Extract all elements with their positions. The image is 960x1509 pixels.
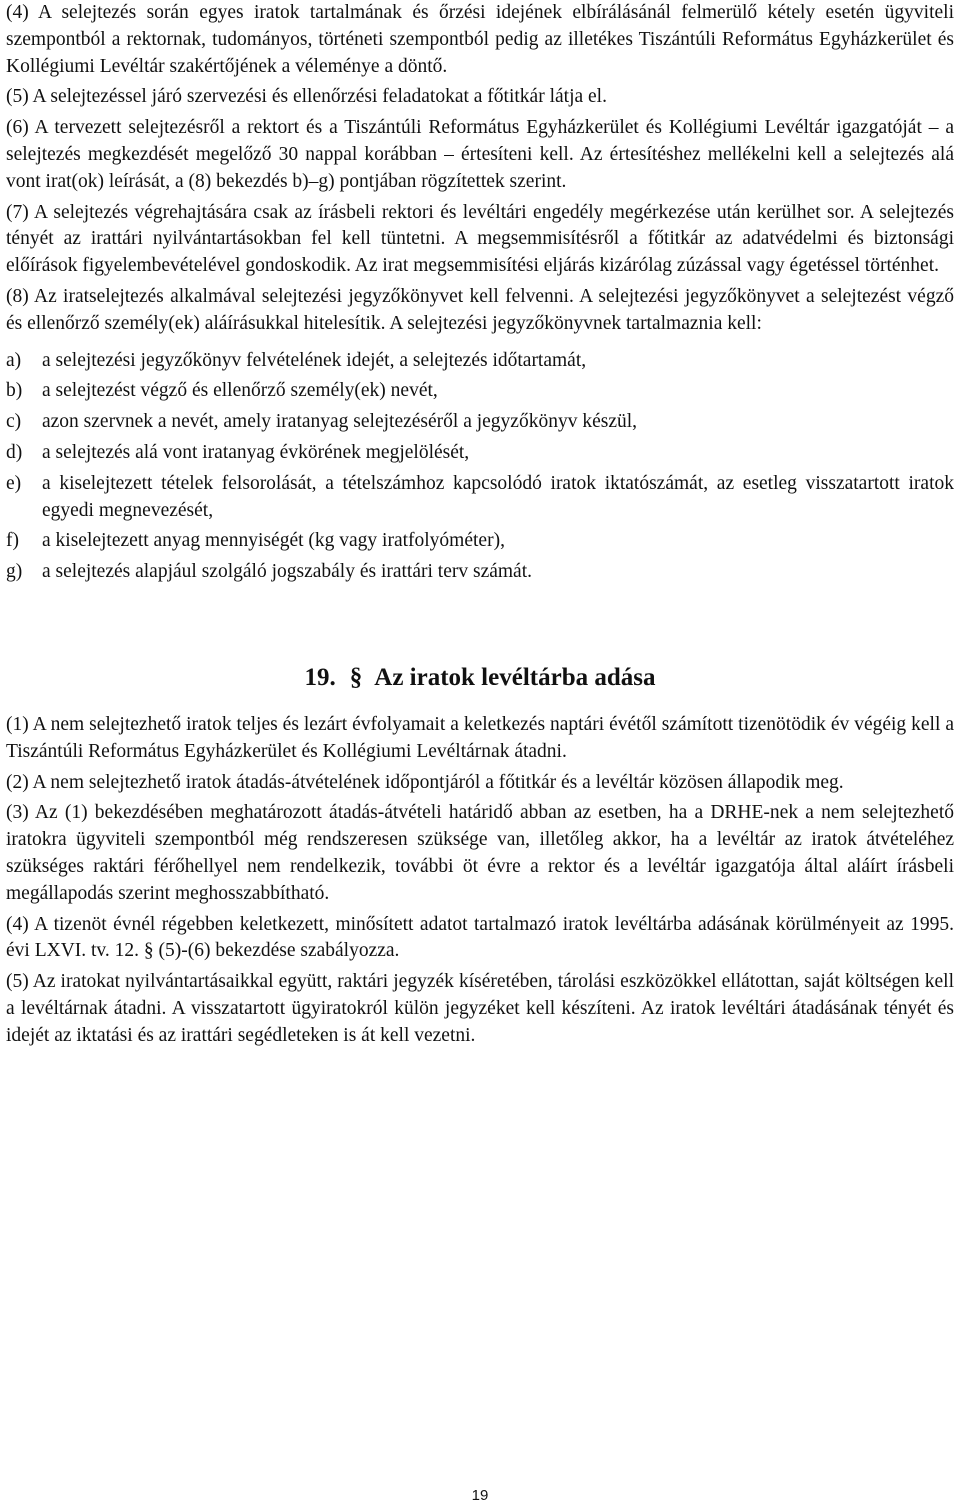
page-number: 19 <box>471 1487 489 1504</box>
list-item <box>6 440 954 467</box>
list-text: a kiselejtezett tételek felsorolását, a tételszámhoz kapcsolódó iratok iktatószámát, az esetleg visszatartott iratok egyedi megnevezését, <box>42 472 954 521</box>
list-text: a selejtezés alapjául szolgáló jogszabály és irattári terv számát. <box>42 561 532 583</box>
jegyzokonyv-content-list <box>6 348 954 586</box>
list-text: a selejtezés alá vont iratanyag évkörének megjelölését, <box>42 441 470 463</box>
list-marker: d) <box>6 441 23 463</box>
paragraph-4-minositett-iratok: (4) A tizenöt évnél régebben keletkezett, minősített adatot tartalmazó iratok levéltárba adásának körülményeit az 1995. évi LXVI. tv. 12. § (5)-(6) bekezdése szabályozza. <box>6 913 954 962</box>
list-text: a kiselejtezett anyag mennyiségét (kg vagy iratfolyóméter), <box>42 530 505 552</box>
list-marker: c) <box>6 411 22 433</box>
list-item <box>6 471 954 525</box>
section-sign: § <box>349 663 363 691</box>
list-item <box>6 559 954 586</box>
list-marker: a) <box>6 349 22 371</box>
paragraph-5-szervezesi-feladatok: (5) A selejtezéssel járó szervezési és ellenőrzési feladatokat a főtitkár látja el. <box>6 86 607 108</box>
list-marker: e) <box>6 472 22 494</box>
paragraph-1-atadasi-hatarido: (1) A nem selejtezhető iratok teljes és lezárt évfolyamait a keletkezés naptári évétől számított tizenötödik év végéig kell a Tiszántúli Református Egyházkerület és Kollégiumi Levéltárnak átadni. <box>6 713 954 762</box>
list-item <box>6 409 954 436</box>
list-text: azon szervnek a nevét, amely iratanyag selejtezéséről a jegyzőkönyv készül, <box>42 411 638 433</box>
list-text: a selejtezési jegyzőkönyv felvételének idejét, a selejtezés időtartamát, <box>42 349 587 371</box>
paragraph-5-nyilvantartas-atadas: (5) Az iratokat nyilvántartásaikkal együtt, raktári jegyzék kíséretében, tárolási eszközökkel ellátottan, saját költségen kell a levéltárnak átadni. A visszatartott ügyiratokról külön jegyzéket kell készíteni. Az iratok levéltári átadásának tényét és idejét az iktatási és az irattári segédleteken is át kell vezetni. <box>6 971 954 1046</box>
list-item <box>6 528 954 555</box>
paragraph-2-atadas-idopont: (2) A nem selejtezhető iratok átadás-átvételének időpontjáról a főtitkár és a levéltár közösen állapodik meg. <box>6 771 844 793</box>
document-page <box>6 0 954 1054</box>
paragraph-3-hatarido-hosszabbitas: (3) Az (1) bekezdésében meghatározott átadás-átvételi határidő abban az esetben, ha a DRHE-nek a nem selejtezhető iratokra ügyviteli szempontból még rendszeresen szüksége van, illetőleg akkor, ha a levéltár az iratok átvételéhez szükséges raktári férőhellyel nem rendelkezik, további öt évre a rektor és a levéltár igazgatója által aláírt írásbeli megállapodás szerint meghosszabbítható. <box>6 802 954 904</box>
list-item <box>6 348 954 375</box>
section-number: 19. <box>304 663 336 691</box>
list-item <box>6 378 954 405</box>
paragraph-8-jegyzokonyv: (8) Az iratselejtezés alkalmával selejtezési jegyzőkönyvet kell felvenni. A selejtezési jegyzőkönyvet a selejtezést végző és ellenőrző személy(ek) aláírásukkal hitelesítik. A selejtezési jegyzőkönyvnek tartalmaznia kell: <box>6 285 954 334</box>
paragraph-4-selejtezes-ketely: (4) A selejtezés során egyes iratok tartalmának és őrzési idejének elbírálásánál felmerülő kétely esetén ügyviteli szempontból a rektornak, tudományos, történeti szempontból pedig az illetékes Tiszántúli Református Egyházkerület és Kollégiumi Levéltár szakértőjének a véleménye a döntő. <box>6 2 954 77</box>
paragraph-7-vegrehajtas: (7) A selejtezés végrehajtására csak az írásbeli rektori és levéltári engedély megérkezése után kerülhet sor. A selejtezés tényét az irattári nyilvántartásokban fel kell tüntetni. A megsemmisítésről a főtitkár az adatvédelmi és biztonsági előírások figyelembevételével gondoskodik. Az irat megsemmisítési eljárás kizárólag zúzással vagy égetéssel történhet. <box>6 201 954 277</box>
section-title: Az iratok levéltárba adása <box>374 663 656 691</box>
section-heading <box>6 662 954 694</box>
list-text: a selejtezést végző és ellenőrző személy(ek) nevét, <box>42 380 438 402</box>
list-marker: b) <box>6 380 23 402</box>
paragraph-6-ertesites: (6) A tervezett selejtezésről a rektort és a Tiszántúli Református Egyházkerület és Kollégiumi Levéltár igazgatóját – a selejtezés megkezdését megelőző 30 nappal korábban – értesíteni kell. Az értesítéshez mellékelni kell a selejtezés alá vont irat(ok) leírását, a (8) bekezdés b)–g) pontjában rögzítettek szerint. <box>6 117 954 192</box>
list-marker: g) <box>6 561 23 583</box>
list-marker: f) <box>6 530 19 552</box>
